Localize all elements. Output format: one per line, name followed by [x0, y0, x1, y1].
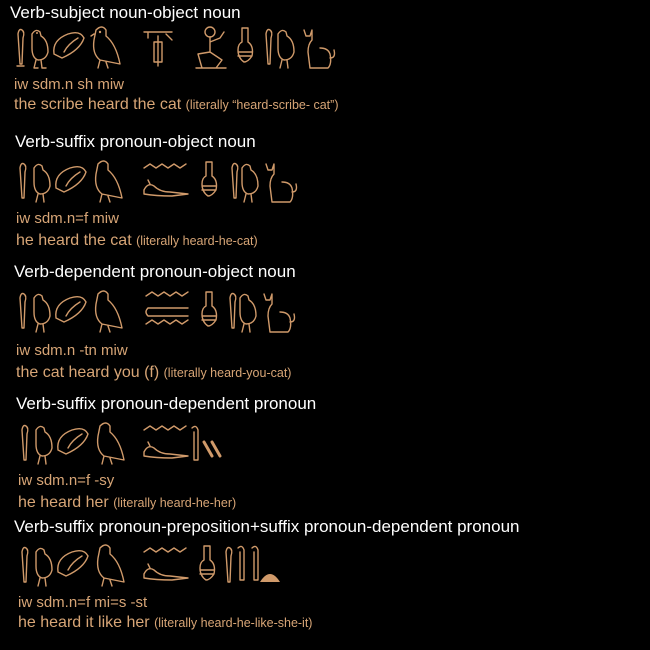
- hieroglyph-row: [14, 158, 394, 206]
- cat-icon: [264, 294, 295, 332]
- vulture-icon: [240, 294, 256, 332]
- quail-chick-icon: [32, 30, 48, 68]
- translation-text: he heard the cat: [16, 232, 132, 249]
- ear-icon: [56, 297, 86, 322]
- reed-leaf-icon: [22, 548, 28, 583]
- example-heading: Verb-suffix pronoun-preposition+suffix pronoun-dependent pronoun: [14, 517, 520, 536]
- double-stroke-icon: [204, 442, 220, 456]
- hieroglyph-row: [14, 288, 394, 336]
- reed-leaf-icon: [266, 30, 272, 65]
- translation-text: he heard her: [18, 494, 109, 511]
- literal-note: (literally heard-he-like-she-it): [154, 616, 313, 630]
- reed-leaf-icon: [226, 548, 232, 583]
- reed-leaf-icon: [17, 30, 24, 67]
- literal-note: (literally heard-you-cat): [163, 366, 292, 380]
- quail-chick-icon: [34, 294, 50, 332]
- owl-icon: [96, 161, 122, 202]
- folded-cloth-icon: [252, 546, 258, 580]
- horned-viper-icon: [144, 180, 188, 196]
- tethering-rope-icon: [146, 308, 188, 316]
- translation: [14, 96, 338, 114]
- owl-icon: [98, 545, 124, 586]
- reed-leaf-icon: [20, 164, 26, 199]
- milk-jug-icon: [202, 292, 217, 326]
- water-icon: [146, 292, 188, 296]
- transliteration: iw sdm.n=f -sy: [18, 472, 115, 489]
- ear-icon: [58, 429, 88, 454]
- vulture-icon: [242, 164, 258, 202]
- translation: [16, 364, 291, 382]
- reed-leaf-icon: [22, 426, 28, 461]
- translation-text: the cat heard you (f): [16, 364, 160, 381]
- milk-jug-icon: [200, 546, 215, 580]
- quail-chick-icon: [36, 426, 52, 464]
- hieroglyph-row: [12, 24, 392, 72]
- translation: [18, 494, 236, 512]
- owl-icon: [91, 27, 120, 68]
- example-heading: Verb-subject noun-object noun: [10, 3, 241, 22]
- example-heading: Verb-suffix pronoun-dependent pronoun: [16, 394, 317, 413]
- cat-icon: [266, 164, 297, 202]
- ear-icon: [56, 167, 86, 192]
- transliteration: iw sdm.n=f miw: [16, 210, 119, 227]
- water-icon: [144, 426, 186, 430]
- reed-leaf-icon: [232, 164, 238, 199]
- quail-chick-icon: [34, 164, 50, 202]
- owl-icon: [98, 423, 124, 464]
- horned-viper-icon: [144, 564, 188, 580]
- ear-icon: [58, 551, 88, 576]
- literal-note: (literally “heard-scribe- cat”): [185, 98, 339, 112]
- bread-loaf-icon: [260, 574, 280, 582]
- transliteration: iw sdm.n=f mi=s -st: [18, 594, 148, 611]
- folded-cloth-icon: [238, 546, 244, 580]
- example-heading: Verb-dependent pronoun-object noun: [14, 262, 296, 281]
- water-icon: [146, 320, 188, 324]
- water-icon: [144, 548, 186, 552]
- cat-icon: [304, 30, 335, 68]
- owl-icon: [96, 291, 122, 332]
- reed-leaf-icon: [20, 294, 26, 329]
- transliteration: iw sdm.n -tn miw: [16, 342, 128, 359]
- translation: [18, 614, 312, 632]
- literal-note: (literally heard-he-cat): [136, 234, 258, 248]
- horned-viper-icon: [144, 442, 188, 458]
- milk-jug-icon: [238, 28, 253, 62]
- translation: [16, 232, 258, 250]
- water-icon: [144, 164, 186, 168]
- quail-chick-icon: [36, 548, 52, 586]
- translation-text: the scribe heard the cat: [14, 96, 182, 113]
- milk-jug-icon: [202, 162, 217, 196]
- reed-leaf-icon: [230, 294, 236, 329]
- hieroglyph-row: [16, 420, 396, 468]
- seated-man-icon: [196, 27, 226, 68]
- example-heading: Verb-suffix pronoun-object noun: [15, 132, 256, 151]
- vulture-icon: [278, 30, 294, 68]
- hieroglyph-row: [16, 542, 396, 590]
- folded-cloth-icon: [192, 426, 198, 460]
- translation-text: he heard it like her: [18, 614, 150, 631]
- scribe-palette-icon: [144, 32, 172, 66]
- literal-note: (literally heard-he-her): [113, 496, 237, 510]
- transliteration: iw sdm.n sh miw: [14, 76, 125, 93]
- ear-icon: [54, 33, 84, 58]
